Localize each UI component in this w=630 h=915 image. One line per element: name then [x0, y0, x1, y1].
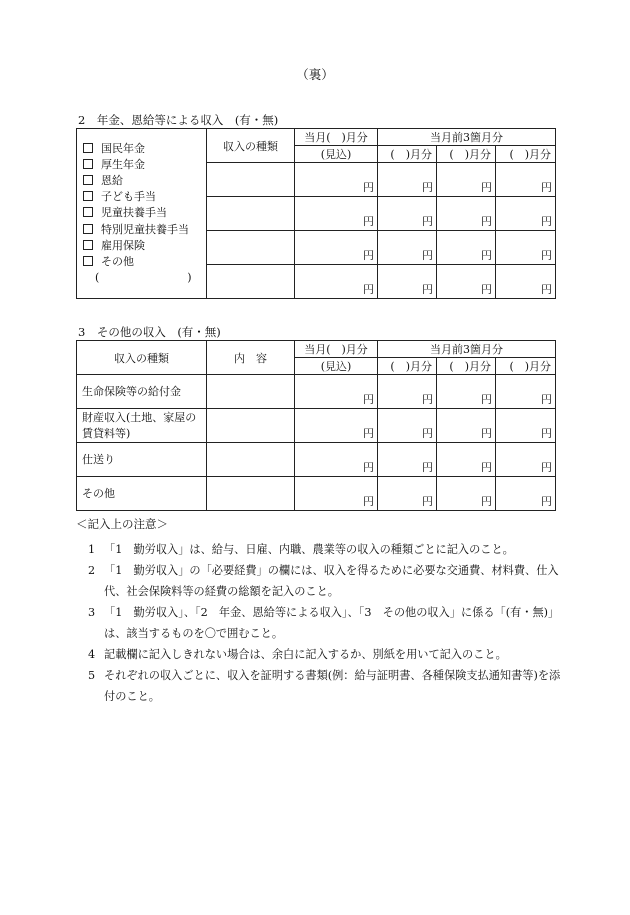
checkbox[interactable] — [83, 224, 93, 234]
month-amount[interactable]: 円 — [437, 163, 496, 197]
month-amount[interactable]: 円 — [378, 375, 437, 409]
checklist-item[interactable] — [83, 254, 206, 270]
note-text: 「1 勤労収入」は、給与、日雇、内職、農業等の収入の種類ごとに記入のこと。 — [104, 543, 514, 556]
note-number: 2 — [88, 564, 96, 577]
checkbox[interactable] — [83, 240, 93, 250]
month-header: ( )月分 — [437, 358, 496, 375]
income-kind-label: 財産収入(土地、家屋の賃貸料等) — [77, 409, 207, 443]
content-input[interactable] — [207, 375, 295, 409]
estimate-header: (見込) — [295, 146, 378, 163]
checklist-item[interactable] — [83, 222, 206, 238]
month-amount[interactable]: 円 — [496, 197, 556, 231]
month-amount[interactable]: 円 — [496, 375, 556, 409]
note-text: 記載欄に記入しきれない場合は、余白に記入するか、別紙を用いて記入のこと。 — [104, 648, 507, 661]
note-text: 「1 勤労収入」の「必要経費」の欄には、収入を得るために必要な交通費、材料費、仕入代、社会保険料等の経費の総額を記入のこと。 — [104, 564, 559, 598]
section2-heading: 2 年金、恩給等による収入 (有・無) — [78, 113, 279, 127]
income-kind-label: 生命保険等の給付金 — [77, 375, 207, 409]
checkbox[interactable] — [83, 143, 93, 153]
content-input[interactable] — [207, 477, 295, 511]
other-specify-field[interactable]: ( ) — [95, 271, 192, 285]
note-number: 1 — [88, 543, 96, 556]
checklist-label: 国民年金 — [101, 141, 145, 155]
section2-table — [76, 128, 556, 299]
checklist-label: 恩給 — [101, 173, 123, 187]
section3-table — [76, 340, 556, 511]
note-item — [76, 602, 571, 644]
checklist-label: 児童扶養手当 — [101, 206, 167, 220]
current-month-amount[interactable]: 円 — [295, 409, 378, 443]
table-row — [77, 477, 556, 511]
checklist-label: その他 — [101, 255, 134, 268]
month-header: ( )月分 — [437, 146, 496, 163]
note-text: 「1 勤労収入」、「2 年金、恩給等による収入」、「3 その他の収入」に係る「(有・無)」は、該当するものを〇で囲むこと。 — [104, 606, 560, 640]
month-amount[interactable]: 円 — [496, 477, 556, 511]
checkbox[interactable] — [83, 207, 93, 217]
note-item — [76, 539, 571, 560]
current-month-amount[interactable]: 円 — [295, 375, 378, 409]
notes-list — [76, 539, 571, 707]
income-kind-label: 仕送り — [77, 443, 207, 477]
content-input[interactable] — [207, 409, 295, 443]
current-month-amount[interactable]: 円 — [295, 477, 378, 511]
content-header: 内 容 — [207, 341, 295, 375]
income-kind-header: 収入の種類 — [77, 341, 207, 375]
month-header: ( )月分 — [378, 358, 437, 375]
checkbox[interactable] — [83, 256, 93, 266]
month-header: ( )月分 — [378, 146, 437, 163]
checklist-label: 子ども手当 — [101, 190, 156, 204]
section3-heading: 3 その他の収入 (有・無) — [78, 325, 221, 339]
prev-3-months-header: 当月前3箇月分 — [378, 341, 556, 358]
month-amount[interactable]: 円 — [437, 265, 496, 299]
current-month-header: 当月( )月分 — [295, 341, 378, 358]
month-amount[interactable]: 円 — [437, 231, 496, 265]
current-month-amount[interactable]: 円 — [295, 443, 378, 477]
current-month-amount[interactable]: 円 — [295, 197, 378, 231]
month-amount[interactable]: 円 — [496, 163, 556, 197]
note-number: 5 — [88, 669, 96, 682]
current-month-amount[interactable]: 円 — [295, 265, 378, 299]
content-input[interactable] — [207, 443, 295, 477]
month-amount[interactable]: 円 — [378, 409, 437, 443]
month-amount[interactable]: 円 — [437, 197, 496, 231]
income-type-checklist — [77, 129, 207, 299]
month-amount[interactable]: 円 — [378, 477, 437, 511]
checklist-item[interactable] — [83, 238, 206, 254]
page-title: （裏） — [296, 67, 334, 82]
table-row — [77, 375, 556, 409]
checklist-item[interactable] — [83, 173, 206, 189]
month-amount[interactable]: 円 — [496, 409, 556, 443]
note-number: 4 — [88, 648, 96, 661]
month-amount[interactable]: 円 — [378, 197, 437, 231]
month-amount[interactable]: 円 — [496, 443, 556, 477]
estimate-header: (見込) — [295, 358, 378, 375]
note-item — [76, 644, 571, 665]
month-amount[interactable]: 円 — [496, 265, 556, 299]
table-row — [77, 409, 556, 443]
note-number: 3 — [88, 606, 96, 619]
checklist-label: 厚生年金 — [101, 157, 145, 171]
income-kind-input[interactable] — [207, 163, 295, 197]
checklist-item[interactable] — [83, 157, 206, 173]
month-amount[interactable]: 円 — [437, 443, 496, 477]
current-month-amount[interactable]: 円 — [295, 231, 378, 265]
checkbox[interactable] — [83, 159, 93, 169]
month-amount[interactable]: 円 — [378, 265, 437, 299]
income-kind-input[interactable] — [207, 265, 295, 299]
checklist-item[interactable] — [83, 205, 206, 221]
month-amount[interactable]: 円 — [437, 409, 496, 443]
notes-heading: ＜記入上の注意＞ — [76, 517, 168, 531]
income-kind-header: 収入の種類 — [207, 129, 295, 163]
month-amount[interactable]: 円 — [378, 443, 437, 477]
checklist-label: 特別児童扶養手当 — [101, 222, 189, 236]
month-amount[interactable]: 円 — [378, 163, 437, 197]
income-kind-input[interactable] — [207, 231, 295, 265]
table-row — [77, 443, 556, 477]
month-amount[interactable]: 円 — [437, 375, 496, 409]
income-kind-input[interactable] — [207, 197, 295, 231]
month-amount[interactable]: 円 — [496, 231, 556, 265]
month-amount[interactable]: 円 — [437, 477, 496, 511]
note-text: それぞれの収入ごとに、収入を証明する書類(例：給与証明書、各種保険支払通知書等)を添付のこと。 — [104, 669, 561, 703]
month-header: ( )月分 — [496, 358, 556, 375]
checklist-label: 雇用保険 — [101, 238, 145, 252]
checklist-item[interactable] — [83, 189, 206, 205]
income-kind-label: その他 — [77, 477, 207, 511]
prev-3-months-header: 当月前3箇月分 — [378, 129, 556, 146]
note-item — [76, 560, 571, 602]
current-month-header: 当月( )月分 — [295, 129, 378, 146]
current-month-amount[interactable]: 円 — [295, 163, 378, 197]
month-amount[interactable]: 円 — [378, 231, 437, 265]
note-item — [76, 665, 571, 707]
month-header: ( )月分 — [496, 146, 556, 163]
checkbox[interactable] — [83, 175, 93, 185]
checklist-item[interactable] — [83, 141, 206, 157]
checkbox[interactable] — [83, 191, 93, 201]
